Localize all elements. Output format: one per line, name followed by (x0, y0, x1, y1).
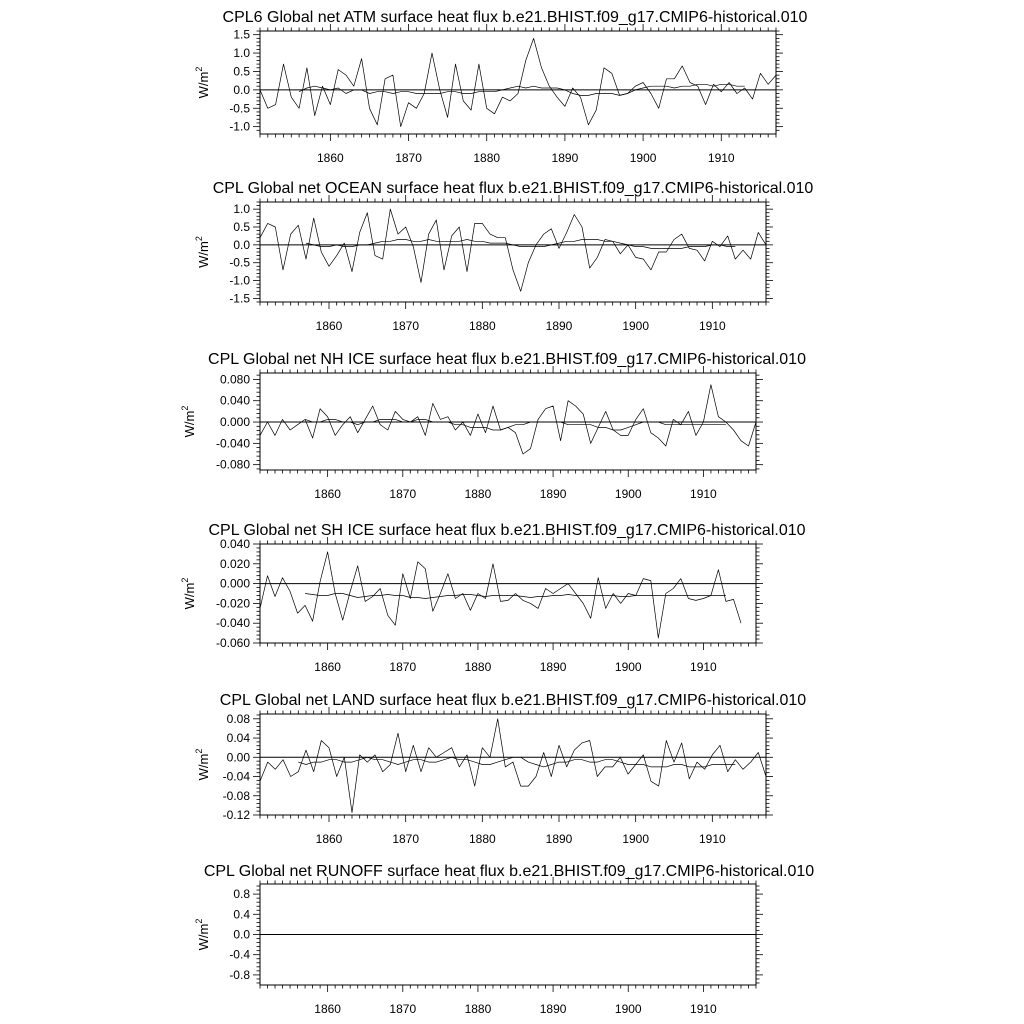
series-line-smoothed (305, 419, 726, 430)
y-axis-label-exponent: 2 (180, 405, 190, 411)
x-tick-label: 1890 (539, 660, 567, 674)
x-tick-label: 1870 (389, 660, 417, 674)
x-tick-label: 1860 (317, 151, 344, 165)
series-line-smoothed (298, 757, 735, 767)
chart-title: CPL6 Global net ATM surface heat flux b.e21.BHIST.f09_g17.CMIP6-historical.010 (222, 9, 808, 26)
y-tick-label: -0.020 (215, 596, 250, 611)
series-line-annual (260, 38, 776, 126)
x-tick-label: 1900 (614, 1002, 642, 1016)
chart-title: CPL Global net SH ICE surface heat flux b.e21.BHIST.f09_g17.CMIP6-historical.010 (208, 522, 806, 539)
chart-panel-6 (194, 863, 814, 1016)
y-tick-label: -0.04 (222, 769, 250, 784)
y-axis-label (194, 67, 211, 99)
y-tick-label: 0.000 (219, 415, 250, 430)
y-tick-label: -0.040 (215, 616, 250, 631)
x-tick-label: 1870 (389, 487, 417, 501)
y-axis-label-exponent: 2 (194, 748, 204, 754)
x-tick-label: 1890 (539, 487, 567, 501)
y-tick-label: 0.08 (226, 711, 250, 726)
y-axis-label-unit: W/m (196, 241, 211, 268)
y-tick-label: 0.040 (219, 537, 250, 551)
y-axis-label (194, 919, 211, 951)
x-tick-label: 1880 (468, 832, 496, 846)
y-tick-label: -0.080 (215, 457, 250, 472)
x-tick-label: 1870 (389, 1002, 417, 1016)
plot-frame (260, 31, 776, 134)
x-tick-label: 1900 (622, 319, 650, 333)
y-axis-label (194, 749, 211, 781)
y-tick-label: -0.4 (229, 947, 250, 962)
x-tick-label: 1910 (690, 487, 717, 501)
y-tick-label: 0.8 (233, 887, 250, 902)
x-tick-label: 1890 (551, 151, 579, 165)
y-tick-label: -0.08 (222, 788, 250, 803)
x-tick-label: 1910 (690, 1002, 717, 1016)
y-tick-label: -1.0 (229, 273, 250, 288)
y-tick-label: 0.00 (226, 750, 250, 765)
chart-title: CPL Global net RUNOFF surface heat flux b.e21.BHIST.f09_g17.CMIP6-historical.010 (203, 863, 815, 880)
y-tick-label: 0.0 (233, 82, 250, 97)
y-tick-label: 0.04 (226, 731, 250, 746)
x-tick-label: 1910 (698, 319, 726, 333)
chart-title: CPL Global net LAND surface heat flux b.e21.BHIST.f09_g17.CMIP6-historical.010 (219, 692, 807, 709)
y-tick-label: 0.5 (233, 220, 250, 234)
x-tick-label: 1860 (314, 660, 341, 674)
series-line-smoothed (305, 594, 726, 599)
y-axis-label (194, 236, 211, 268)
y-tick-label: -0.12 (222, 808, 250, 822)
series-line-annual (260, 209, 766, 291)
y-axis-label (180, 406, 197, 438)
y-axis-label-exponent: 2 (194, 918, 204, 924)
x-tick-label: 1900 (614, 487, 642, 501)
y-axis-label-exponent: 2 (194, 66, 204, 72)
y-tick-label: 0.5 (233, 64, 250, 79)
plot-frame (260, 714, 766, 815)
y-tick-label: -0.5 (229, 101, 250, 116)
y-axis-label-exponent: 2 (180, 577, 190, 583)
x-tick-label: 1860 (315, 832, 343, 846)
x-tick-label: 1870 (392, 832, 420, 846)
y-tick-label: -1.0 (229, 119, 250, 134)
y-tick-label: 1.0 (233, 202, 250, 217)
x-tick-label: 1880 (464, 660, 492, 674)
x-tick-label: 1860 (314, 487, 341, 501)
plot-frame (260, 373, 756, 470)
y-tick-label: 0.0 (233, 927, 250, 942)
y-tick-label: 1.5 (233, 27, 250, 42)
x-tick-label: 1880 (473, 151, 501, 165)
x-tick-label: 1890 (539, 1002, 567, 1016)
x-tick-label: 1910 (698, 832, 726, 846)
x-tick-label: 1910 (690, 660, 717, 674)
y-tick-label: 0.040 (219, 393, 250, 408)
y-axis-label-unit: W/m (182, 582, 197, 610)
y-axis-label-exponent: 2 (194, 236, 204, 242)
x-tick-label: 1900 (614, 660, 642, 674)
x-tick-label: 1870 (392, 319, 420, 333)
y-tick-label: 0.020 (219, 556, 250, 571)
y-tick-label: 0.0 (233, 237, 250, 252)
x-tick-label: 1910 (707, 151, 735, 165)
x-tick-label: 1880 (464, 487, 492, 501)
chart-panel-2 (194, 180, 813, 333)
x-tick-label: 1880 (468, 319, 496, 333)
x-tick-label: 1890 (545, 319, 573, 333)
y-axis-label-unit: W/m (196, 753, 211, 781)
y-tick-label: 0.080 (219, 372, 250, 387)
y-axis-label-unit: W/m (196, 71, 211, 99)
y-tick-label: -1.5 (229, 291, 250, 306)
y-tick-label: 0.000 (219, 576, 250, 591)
chart-panel-1 (194, 9, 808, 165)
y-axis-label-unit: W/m (196, 923, 211, 951)
series-line-annual (260, 552, 741, 638)
y-tick-label: -0.060 (215, 636, 250, 650)
plot-frame (260, 202, 766, 302)
y-tick-label: -0.8 (229, 967, 250, 982)
x-tick-label: 1860 (314, 1002, 341, 1016)
y-tick-label: -0.040 (215, 436, 250, 451)
y-tick-label: 0.4 (233, 907, 250, 922)
chart-panel-5 (194, 692, 806, 846)
y-tick-label: -0.5 (229, 255, 250, 270)
y-axis-label-unit: W/m (182, 410, 197, 438)
chart-title: CPL Global net OCEAN surface heat flux b.e21.BHIST.f09_g17.CMIP6-historical.010 (212, 180, 814, 197)
series-line-annual (260, 719, 766, 813)
x-tick-label: 1870 (395, 151, 422, 165)
chart-panel-3 (180, 351, 806, 501)
x-tick-label: 1880 (464, 1002, 492, 1016)
x-tick-label: 1900 (629, 151, 657, 165)
x-tick-label: 1890 (545, 832, 573, 846)
chart-title: CPL Global net NH ICE surface heat flux b.e21.BHIST.f09_g17.CMIP6-historical.010 (208, 351, 806, 368)
y-axis-label (180, 578, 197, 610)
y-tick-label: 1.0 (233, 46, 250, 61)
chart-panel-4 (180, 522, 806, 674)
x-tick-label: 1860 (315, 319, 343, 333)
x-tick-label: 1900 (622, 832, 650, 846)
